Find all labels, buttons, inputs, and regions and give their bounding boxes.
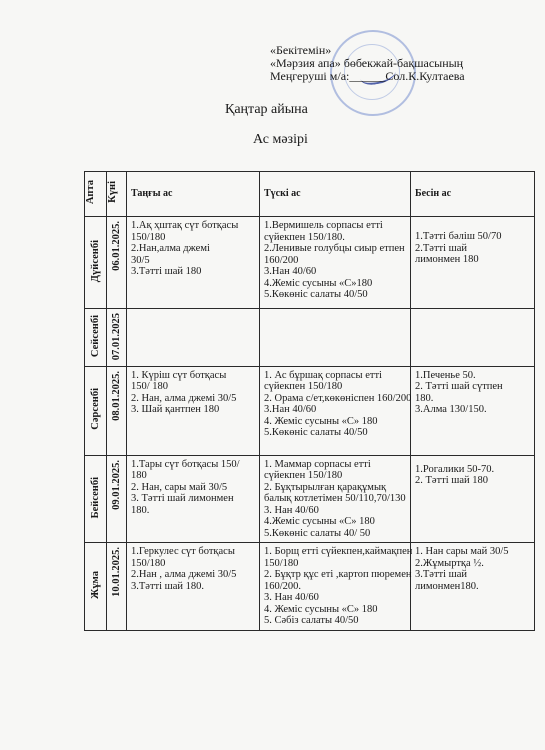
col-snack-header: Бесін ас <box>411 172 535 217</box>
weekday-cell: Сейсенбі <box>85 309 107 367</box>
snack-cell: 1. Нан сары май 30/5 2.Жұмыртқа ½. 3.Тәтті шай лимонмен180. <box>411 543 535 631</box>
date-cell: 08.01.2025. <box>107 366 127 455</box>
table-row <box>85 309 535 367</box>
snack-cell: 1.Печенье 50. 2. Тәтті шай сүтпен 180. 3.Алма 130/150. <box>411 366 535 455</box>
month-title: Қаңтар айына <box>225 102 308 117</box>
menu-table <box>84 171 535 631</box>
date-cell: 10.01.2025. <box>107 543 127 631</box>
snack-cell: 1.Рогалики 50-70. 2. Тәтті шай 180 <box>411 455 535 543</box>
table-row <box>85 455 535 543</box>
table-header-row <box>85 172 535 217</box>
weekday-cell: Дүйсенбі <box>85 217 107 309</box>
date-cell: 06.01.2025. <box>107 217 127 309</box>
lunch-cell <box>260 309 411 367</box>
date-cell: 09.01.2025. <box>107 455 127 543</box>
snack-cell <box>411 309 535 367</box>
table-row <box>85 366 535 455</box>
date-cell: 07.01.2025 <box>107 309 127 367</box>
col-day-header: Күні <box>107 172 127 217</box>
col-week-header: Апта <box>85 172 107 217</box>
snack-cell: 1.Тәтті бәліш 50/70 2.Тәтті шай лимонмен 180 <box>411 217 535 309</box>
table-row <box>85 543 535 631</box>
weekday-cell: Бейсенбі <box>85 455 107 543</box>
lunch-cell: 1. Маммар сорпасы етті сүйекпен 150/180 2. Бұқтырылған қарақұмық балық котлетімен 50/110,70/130 3. Нан 40/60 4.Жеміс сусыны «С» 180 5.Көкөніс салаты 40/ 50 <box>260 455 411 543</box>
col-lunch-header: Түскі ас <box>260 172 411 217</box>
breakfast-cell <box>127 309 260 367</box>
breakfast-cell: 1.Тары сүт ботқасы 150/ 180 2. Нан, сары май 30/5 3. Тәтті шай лимонмен 180. <box>127 455 260 543</box>
lunch-cell: 1. Борщ етті сүйекпен,каймақпен 150/180 2. Бұқтр құс еті ,картоп пюремен 160/200. 3. Нан 40/60 4. Жеміс сусыны «С» 180 5. Сәбіз салаты 40/50 <box>260 543 411 631</box>
breakfast-cell: 1.Геркулес сүт ботқасы 150/180 2.Нан , алма джемі 30/5 3.Тәтті шай 180. <box>127 543 260 631</box>
lunch-cell: 1. Ас бұршақ сорпасы етті сүйекпен 150/180 2. Орама с/ет,көкөніспен 160/200 3.Нан 40/60 4. Жеміс сусыны «С» 180 5.Көкөніс салаты 40/50 <box>260 366 411 455</box>
table-row <box>85 217 535 309</box>
approval-header <box>270 44 465 83</box>
breakfast-cell: 1.Ақ ҳштақ сүт ботқасы 150/180 2.Нан,алма джемі 30/5 3.Тәтті шай 180 <box>127 217 260 309</box>
breakfast-cell: 1. Күріш сүт ботқасы 150/ 180 2. Нан, алма джемі 30/5 3. Шай қантпен 180 <box>127 366 260 455</box>
approval-line-2: «Мәрзия апа» бөбекжай-бақшасының <box>270 56 464 70</box>
weekday-cell: Сәрсенбі <box>85 366 107 455</box>
approval-line-1: «Бекітемін» <box>270 43 332 57</box>
col-breakfast-header: Таңғы ас <box>127 172 260 217</box>
lunch-cell: 1.Вермишель сорпасы етті сүйекпен 150/180. 2.Ленивые голубцы сиыр етпен 160/200 3.Нан 40/60 4.Жеміс сусыны «С»180 5.Көкөніс салаты 40/50 <box>260 217 411 309</box>
approval-line-3: Меңгеруші м/а:______Сол.К.Култаева <box>270 69 465 83</box>
weekday-cell: Жұма <box>85 543 107 631</box>
menu-title: Ас мәзірі <box>253 132 308 147</box>
